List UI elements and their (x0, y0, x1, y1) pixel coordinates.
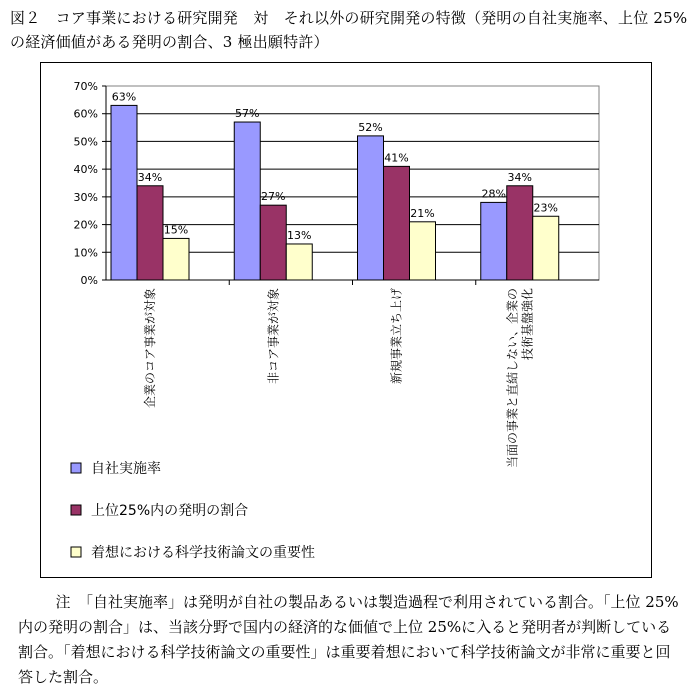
bar (481, 202, 507, 280)
bar (507, 186, 533, 280)
figure-caption: 図２ コア事業における研究開発 対 それ以外の研究開発の特徴（発明の自社実施率、上位 25%の経済価値がある発明の割合、3 極出願特許） (10, 9, 688, 51)
bar (533, 216, 559, 280)
bar (286, 244, 312, 280)
bar (384, 166, 410, 280)
category-label: 技術基盤強化 (520, 288, 535, 361)
y-tick-label: 30% (73, 190, 98, 204)
y-tick-label: 60% (73, 107, 98, 121)
legend-swatch (71, 547, 81, 557)
y-tick-label: 70% (73, 80, 98, 93)
y-tick-label: 10% (73, 246, 98, 260)
bar-value-label: 52% (358, 120, 383, 134)
bar-value-label: 13% (287, 228, 312, 242)
category-label: 企業のコア事業が対象 (143, 288, 157, 409)
bar (260, 205, 286, 280)
bar-value-label: 63% (111, 90, 137, 104)
legend-swatch (71, 463, 81, 473)
bar (410, 222, 436, 280)
bar-value-label: 34% (137, 170, 163, 184)
category-label: 非コア事業が対象 (266, 288, 281, 385)
footnote-text: 注 「自社実施率」は発明が自社の製品あるいは製造過程で利用されている割合。「上位 25%内の発明の割合」は、当該分野で国内の経済的な価値で上位 25%に入ると発明者が判断している割合。「着想における科学技術論文の重要性」は重要着想において科学技術論文が非常に重要と回答した割合。 (18, 593, 679, 686)
bar-chart (41, 63, 651, 577)
bar-value-label: 23% (533, 201, 558, 215)
bar (163, 238, 189, 280)
category-label: 当面の事業と直結しない、企業の (505, 288, 520, 469)
legend-swatch (71, 505, 81, 515)
footnote (18, 590, 684, 690)
y-tick-label: 20% (73, 218, 98, 232)
category-label: 新規事業立ち上げ (389, 288, 404, 385)
legend-label: 自社実施率 (91, 461, 161, 477)
y-tick-label: 40% (73, 163, 98, 177)
chart-frame (40, 62, 652, 578)
bar-value-label: 21% (410, 206, 435, 220)
bar-value-label: 34% (507, 170, 532, 184)
y-tick-label: 0% (80, 274, 98, 287)
bar-value-label: 28% (481, 187, 506, 201)
bar-value-label: 41% (384, 151, 409, 165)
legend-label: 着想における科学技術論文の重要性 (91, 545, 315, 561)
bar (111, 105, 137, 280)
bar-value-label: 15% (163, 223, 189, 237)
bar (137, 186, 163, 280)
legend-label: 上位25%内の発明の割合 (91, 503, 249, 519)
bar-value-label: 57% (235, 107, 260, 121)
bar (358, 136, 384, 280)
bar-value-label: 27% (261, 190, 286, 204)
bar (234, 122, 260, 280)
y-tick-label: 50% (73, 135, 98, 149)
